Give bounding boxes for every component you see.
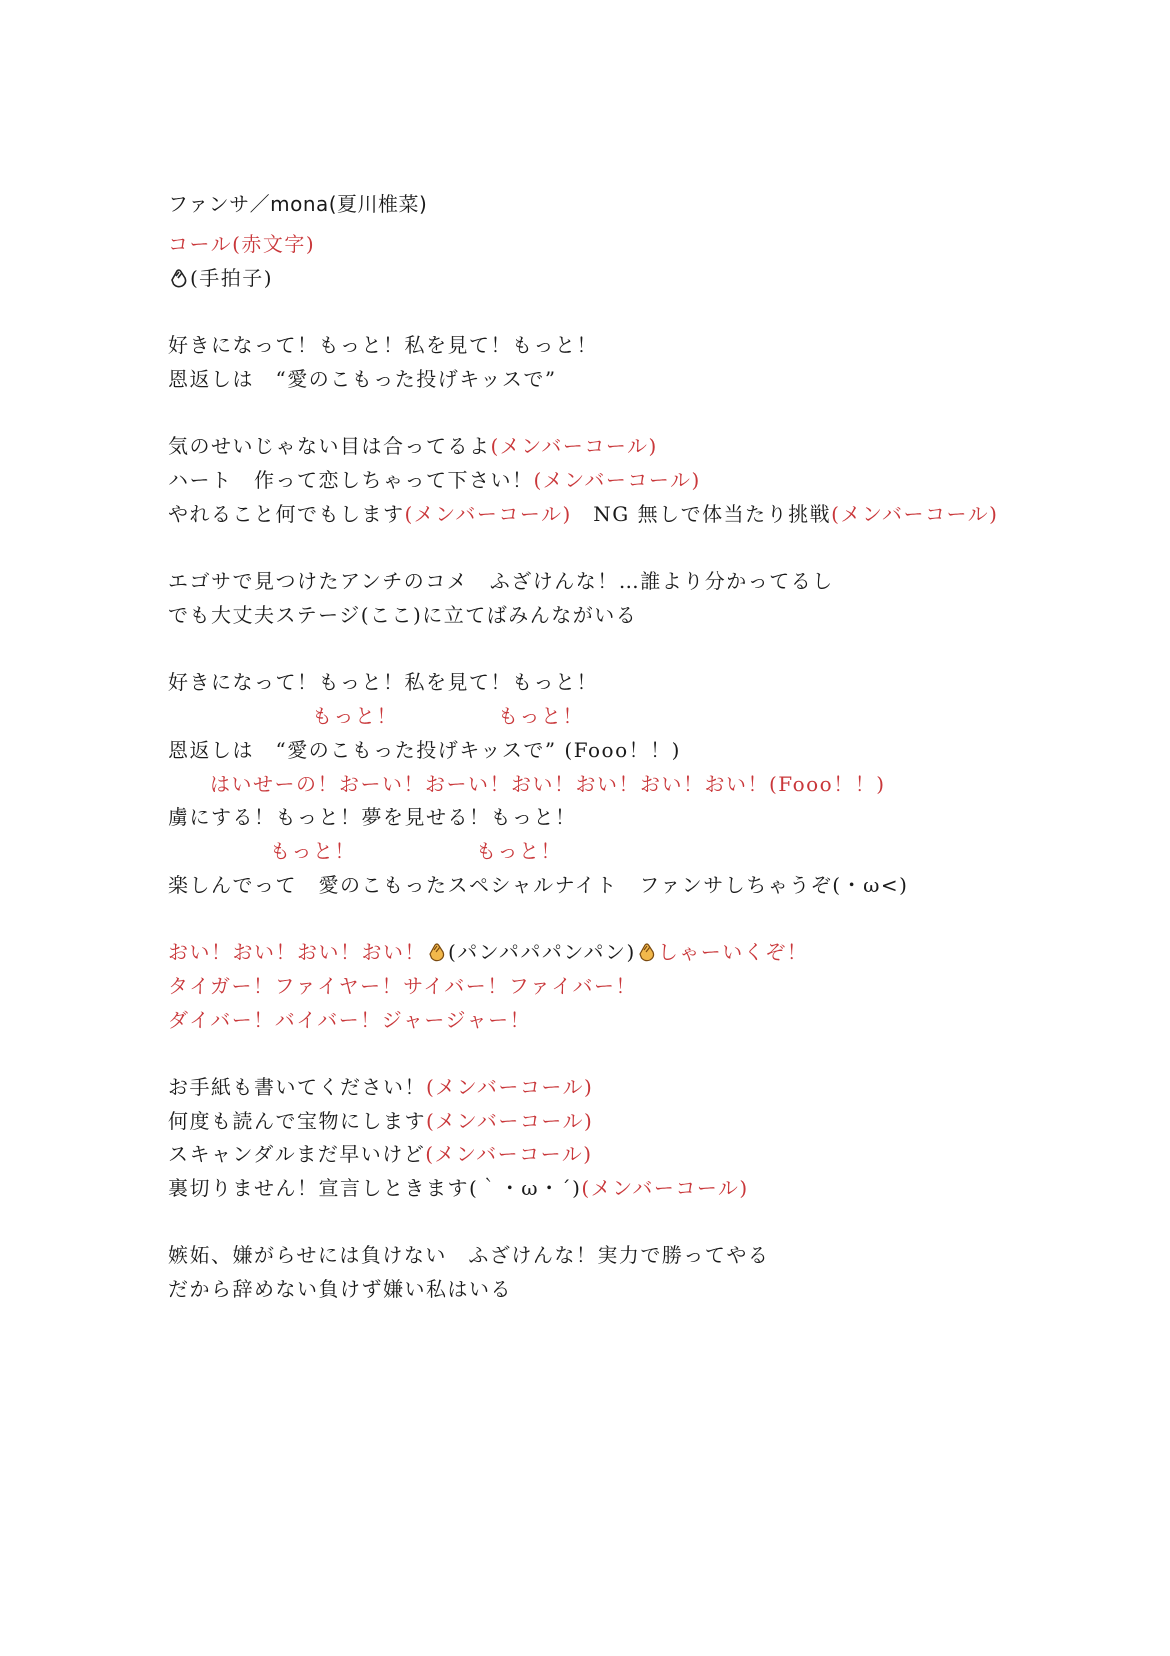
lyric-line: 恩返しは “愛のこもった投げキッスで” bbox=[168, 367, 557, 391]
lyric-text: NG 無しで体当たり挑戦 bbox=[571, 502, 832, 526]
member-call: (メンバーコール) bbox=[581, 1176, 749, 1200]
legend-call: コール(赤文字) bbox=[168, 232, 316, 256]
lyric-line bbox=[168, 466, 701, 494]
call-line: タイガー！ファイヤー！サイバー！ファイバー！ bbox=[168, 974, 637, 998]
lyric-line bbox=[168, 1174, 749, 1202]
lyric-line: 虜にする！もっと！夢を見せる！もっと！ bbox=[168, 805, 577, 829]
call-text: おい！おい！おい！おい！ bbox=[168, 940, 426, 964]
member-call: (メンバーコール) bbox=[426, 1109, 594, 1133]
lyric-text: 裏切りません！宣言しときます(｀・ω・´) bbox=[168, 1176, 582, 1200]
call-line bbox=[168, 938, 808, 966]
lyric-line: 好きになって！もっと！私を見て！もっと！ bbox=[168, 333, 598, 357]
clapping-hands-icon bbox=[636, 941, 658, 963]
page-title: ファンサ／mona(夏川椎菜) bbox=[168, 192, 428, 216]
call-line: もっと！ bbox=[476, 839, 562, 863]
lyric-line bbox=[168, 432, 658, 460]
lyric-line bbox=[168, 1107, 593, 1135]
lyric-text: ハート 作って恋しちゃって下さい！ bbox=[168, 468, 534, 492]
member-call: (メンバーコール) bbox=[404, 502, 572, 526]
member-call: (メンバーコール) bbox=[831, 502, 999, 526]
lyric-line bbox=[168, 1140, 593, 1168]
lyric-text: やれること何でもします bbox=[168, 502, 405, 526]
call-line: もっと！ bbox=[312, 704, 398, 728]
lyric-line: 楽しんでって 愛のこもったスペシャルナイト ファンサしちゃうぞ(・ω<) bbox=[168, 873, 909, 897]
lyric-line: エゴサで見つけたアンチのコメ ふざけんな！…誰より分かってるし bbox=[168, 569, 834, 593]
lyric-line: でも大丈夫ステージ(ここ)に立てばみんながいる bbox=[168, 603, 638, 627]
call-line: もっと！ bbox=[498, 704, 584, 728]
clapping-hands-icon bbox=[168, 267, 190, 289]
lyric-text: 気のせいじゃない目は合ってるよ bbox=[168, 434, 491, 458]
clapping-hands-icon bbox=[426, 941, 448, 963]
member-call: (メンバーコール) bbox=[425, 1142, 593, 1166]
member-call: (メンバーコール) bbox=[490, 434, 658, 458]
lyric-line: 嫉妬、嫌がらせには負けない ふざけんな！実力で勝ってやる bbox=[168, 1243, 770, 1267]
lyric-text: お手紙も書いてください！ bbox=[168, 1075, 426, 1099]
call-line: もっと！ bbox=[270, 839, 356, 863]
lyric-text: スキャンダルまだ早いけど bbox=[168, 1142, 426, 1166]
clap-text: (パンパパパンパン) bbox=[448, 940, 636, 964]
legend-clap bbox=[168, 264, 273, 292]
lyric-line bbox=[168, 1073, 593, 1101]
call-line: ダイバー！バイバー！ジャージャー！ bbox=[168, 1008, 532, 1032]
member-call: (メンバーコール) bbox=[533, 468, 701, 492]
lyric-line bbox=[168, 500, 998, 528]
member-call: (メンバーコール) bbox=[426, 1075, 594, 1099]
legend-clap-label: (手拍子) bbox=[190, 266, 274, 290]
lyric-text: 何度も読んで宝物にします bbox=[168, 1109, 426, 1133]
call-text: しゃーいくぞ！ bbox=[657, 940, 809, 964]
lyric-line: だから辞めない負けず嫌い私はいる bbox=[168, 1277, 512, 1301]
call-line: はいせーの！おーい！おーい！おい！おい！おい！おい！(Fooo！！) bbox=[210, 772, 886, 796]
lyric-line: 恩返しは “愛のこもった投げキッスで” (Fooo！！) bbox=[168, 738, 681, 762]
lyric-line: 好きになって！もっと！私を見て！もっと！ bbox=[168, 670, 598, 694]
